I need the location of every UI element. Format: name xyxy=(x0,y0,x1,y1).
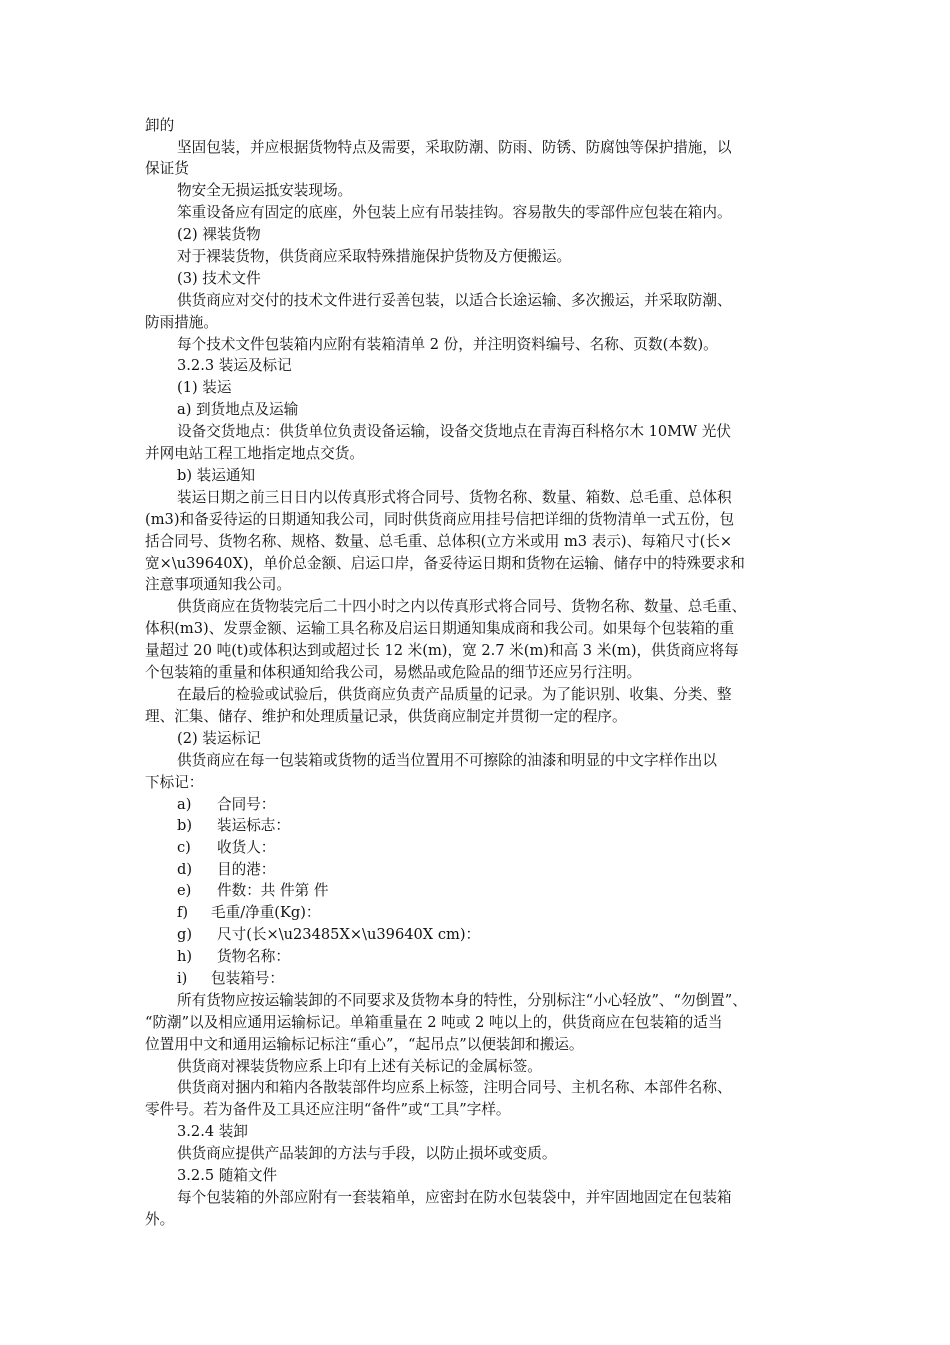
list-item-letter: g) xyxy=(177,926,193,943)
section-heading: 3.2.3 装运及标记 xyxy=(177,357,292,374)
text-line: 供货商应在货物装完后二十四小时之内以传真形式将合同号、货物名称、数量、总毛重、 xyxy=(177,598,747,615)
list-item-text: 装运标志： xyxy=(217,817,290,834)
text-line: 对于裸装货物，供货商应采取特殊措施保护货物及方便搬运。 xyxy=(177,248,572,265)
list-item-text: 包装箱号： xyxy=(211,970,284,987)
text-line: 坚固包装，并应根据货物特点及需要，采取防潮、防雨、防锈、防腐蚀等保护措施，以 xyxy=(177,139,732,156)
list-item-text: 尺寸(长×\u23485X×\u39640X cm)： xyxy=(217,926,481,943)
section-heading: (1) 装运 xyxy=(177,379,232,396)
text-line: 个包装箱的重量和体积通知给我公司，易燃品或危险品的细节还应另行注明。 xyxy=(145,664,642,681)
text-line: 供货商应在每一包装箱或货物的适当位置用不可擦除的油漆和明显的中文字样作出以 xyxy=(177,752,717,769)
text-line: 每个技术文件包装箱内应附有装箱清单 2 份，并注明资料编号、名称、页数(本数)。 xyxy=(177,336,718,353)
list-item-letter: c) xyxy=(177,839,191,856)
list-item-letter: b) xyxy=(177,817,193,834)
list-item-text: 毛重/净重(Kg)： xyxy=(211,904,321,921)
section-heading: (3) 技术文件 xyxy=(177,270,261,287)
text-line: 量超过 20 吨(t)或体积达到或超过长 12 米(m)，宽 2.7 米(m)和高 3 米(m)，供货商应将每 xyxy=(145,642,739,659)
list-item-text: 货物名称： xyxy=(217,948,290,965)
text-line: 括合同号、货物名称、规格、数量、总毛重、总体积(立方米或用 m3 表示)、每箱尺寸(长× xyxy=(145,533,733,550)
list-item-text: 件数：共 件第 件 xyxy=(217,882,329,899)
text-line: 供货商对裸装货物应系上印有上述有关标记的金属标签。 xyxy=(177,1058,542,1075)
list-item-letter: h) xyxy=(177,948,193,965)
text-line: 卸的 xyxy=(145,117,175,134)
text-line: 供货商应提供产品装卸的方法与手段，以防止损坏或变质。 xyxy=(177,1145,557,1162)
list-item-letter: e) xyxy=(177,882,192,899)
text-line: 保证货 xyxy=(145,160,189,177)
section-heading: (2) 装运标记 xyxy=(177,730,261,747)
text-line: 体积(m3)、发票金额、运输工具名称及启运日期通知集成商和我公司。如果每个包装箱的重 xyxy=(145,620,735,637)
text-line: 装运日期之前三日日内以传真形式将合同号、货物名称、数量、箱数、总毛重、总体积 xyxy=(177,489,732,506)
text-line: 外。 xyxy=(145,1211,175,1228)
text-line: 零件号。若为备件及工具还应注明“备件”或“工具”字样。 xyxy=(145,1101,511,1118)
list-item-text: 目的港： xyxy=(217,861,276,878)
text-line: 位置用中文和通用运输标记标注“重心”，“起吊点”以便装卸和搬运。 xyxy=(145,1036,584,1053)
text-line: 宽×\u39640X)，单价总金额、启运口岸，备妥待运日期和货物在运输、储存中的特殊要求和 xyxy=(145,555,745,572)
text-line: “防潮”以及相应通用运输标记。单箱重量在 2 吨或 2 吨以上的，供货商应在包装箱的适当 xyxy=(145,1014,723,1031)
text-line: 并网电站工程工地指定地点交货。 xyxy=(145,445,364,462)
section-heading: (2) 裸装货物 xyxy=(177,226,261,243)
text-line: 供货商对捆内和箱内各散装部件均应系上标签，注明合同号、主机名称、本部件名称、 xyxy=(177,1079,732,1096)
text-line: 下标记： xyxy=(145,774,204,791)
list-item-letter: i) xyxy=(177,970,188,987)
list-item-letter: a) xyxy=(177,796,192,813)
list-item-text: 合同号： xyxy=(217,796,276,813)
list-item-text: 收货人： xyxy=(217,839,276,856)
section-heading: 3.2.4 装卸 xyxy=(177,1123,248,1140)
text-line: 注意事项通知我公司。 xyxy=(145,576,291,593)
list-item-letter: f) xyxy=(177,904,189,921)
text-line: 设备交货地点：供货单位负责设备运输，设备交货地点在青海百科格尔木 10MW 光伏 xyxy=(177,423,731,440)
text-line: 在最后的检验或试验后，供货商应负责产品质量的记录。为了能识别、收集、分类、整 xyxy=(177,686,732,703)
text-line: 每个包装箱的外部应附有一套装箱单，应密封在防水包装袋中，并牢固地固定在包装箱 xyxy=(177,1189,732,1206)
list-item-letter: d) xyxy=(177,861,193,878)
text-line: 供货商应对交付的技术文件进行妥善包装，以适合长途运输、多次搬运，并采取防潮、 xyxy=(177,292,732,309)
section-heading: b) 装运通知 xyxy=(177,467,256,484)
text-line: 所有货物应按运输装卸的不同要求及货物本身的特性，分别标注“小心轻放”、“勿倒置”、 xyxy=(177,992,747,1009)
text-line: 防雨措施。 xyxy=(145,314,218,331)
section-heading: 3.2.5 随箱文件 xyxy=(177,1167,278,1184)
text-line: 物安全无损运抵安装现场。 xyxy=(177,182,353,199)
text-line: 笨重设备应有固定的底座，外包装上应有吊装挂钩。容易散失的零部件应包装在箱内。 xyxy=(177,204,732,221)
section-heading: a) 到货地点及运输 xyxy=(177,401,299,418)
text-line: (m3)和备妥待运的日期通知我公司，同时供货商应用挂号信把详细的货物清单一式五份，包 xyxy=(145,511,735,528)
text-line: 理、汇集、储存、维护和处理质量记录，供货商应制定并贯彻一定的程序。 xyxy=(145,708,627,725)
